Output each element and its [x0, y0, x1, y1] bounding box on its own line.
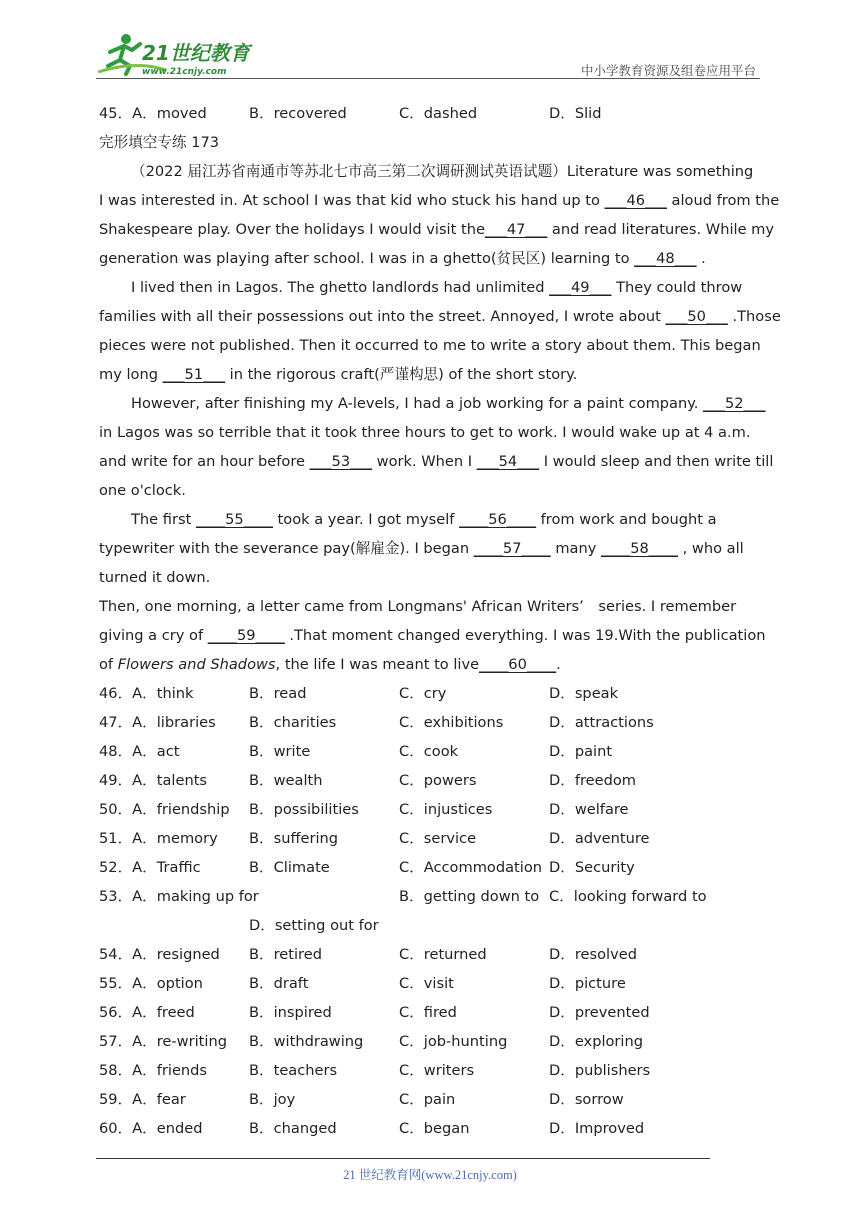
header-divider	[96, 78, 760, 79]
question-47: 47．A．libraries B．charities C．exhibitions D．attractions	[99, 714, 654, 731]
question-45: 45．A．moved B．recovered C．dashed D．Slid	[99, 105, 602, 122]
options-block-2	[99, 940, 765, 1143]
footer-divider	[96, 1158, 710, 1159]
question-50: 50．A．friendship B．possibilities C．injustices D．welfare	[99, 801, 629, 818]
question-51: 51．A．memory B．suffering C．service D．adventure	[99, 830, 650, 847]
footer-link[interactable]: 21 世纪教育网(www.21cnjy.com)	[343, 1168, 517, 1182]
question-53: 53．A．making up for B．getting down to C．looking forward to D．setting out for	[99, 888, 707, 934]
site-logo[interactable]	[96, 30, 258, 80]
header-tagline: 中小学教育资源及组卷应用平台	[580, 63, 756, 78]
section-title: 完形填空专练 173	[99, 134, 220, 151]
options-block-1	[99, 679, 765, 882]
question-59: 59．A．fear B．joy C．pain D．sorrow	[99, 1091, 624, 1108]
question-52: 52．A．Traffic B．Climate C．Accommodation D．Security	[99, 859, 635, 876]
logo-text: 21世纪教育	[142, 41, 250, 65]
question-49: 49．A．talents B．wealth C．powers D．freedom	[99, 772, 637, 789]
cloze-passage: （2022 届江苏省南通市等苏北七市高三第二次调研测试英语试题）Literature was something I was interested in. At school I was that kid who stuck his hand up to ___46___ aloud from the Shakespeare play. Over the holidays I would visit the___47___ and read literatures. While my generation was playing after school. I was in a ghetto(贫民区) learning to ___48___ . I lived then in Lagos. The ghetto landlords had unlimited ___49___ They could throw families with all their possessions out into the street. Annoyed, I wrote about ___50___ .Those pieces were not published. Then it occurred to me to write a story about them. This began my long ___51___ in the rigorous craft(严谨构思) of the short story. However, after finishing my A-levels, I had a job working for a paint company. ___52___ in Lagos was so terrible that it took three hours to get to work. I would wake up at 4 a.m. and write for an hour before ___53___ work. When I ___54___ I would sleep and then write till one o'clock. The first ____55____ took a year. I got myself ____56____ from work and bought a typewriter with the severance pay(解雇金). I began ____57____ many ____58____ , who all turned it down. Then, one morning, a letter came from Longmans' African Writers’ series. I remember giving a cry of ____59____ .That moment changed everything. I was 19.With the publication of Flowers and Shadows, the life I was meant to live____60____.	[99, 163, 781, 673]
question-48: 48．A．act B．write C．cook D．paint	[99, 743, 613, 760]
question-57: 57．A．re-writing B．withdrawing C．job-hunting D．exploring	[99, 1033, 644, 1050]
question-56: 56．A．freed B．inspired C．fired D．prevented	[99, 1004, 650, 1021]
logo-url: www.21cnjy.com	[142, 67, 227, 77]
question-54: 54．A．resigned B．retired C．returned D．resolved	[99, 946, 637, 963]
question-60: 60．A．ended B．changed C．began D．Improved	[99, 1120, 645, 1137]
worksheet-content	[99, 99, 781, 1143]
question-58: 58．A．friends B．teachers C．writers D．publishers	[99, 1062, 651, 1079]
question-55: 55．A．option B．draft C．visit D．picture	[99, 975, 626, 992]
question-46: 46．A．think B．read C．cry D．speak	[99, 685, 619, 702]
runner-logo-icon	[96, 30, 258, 80]
